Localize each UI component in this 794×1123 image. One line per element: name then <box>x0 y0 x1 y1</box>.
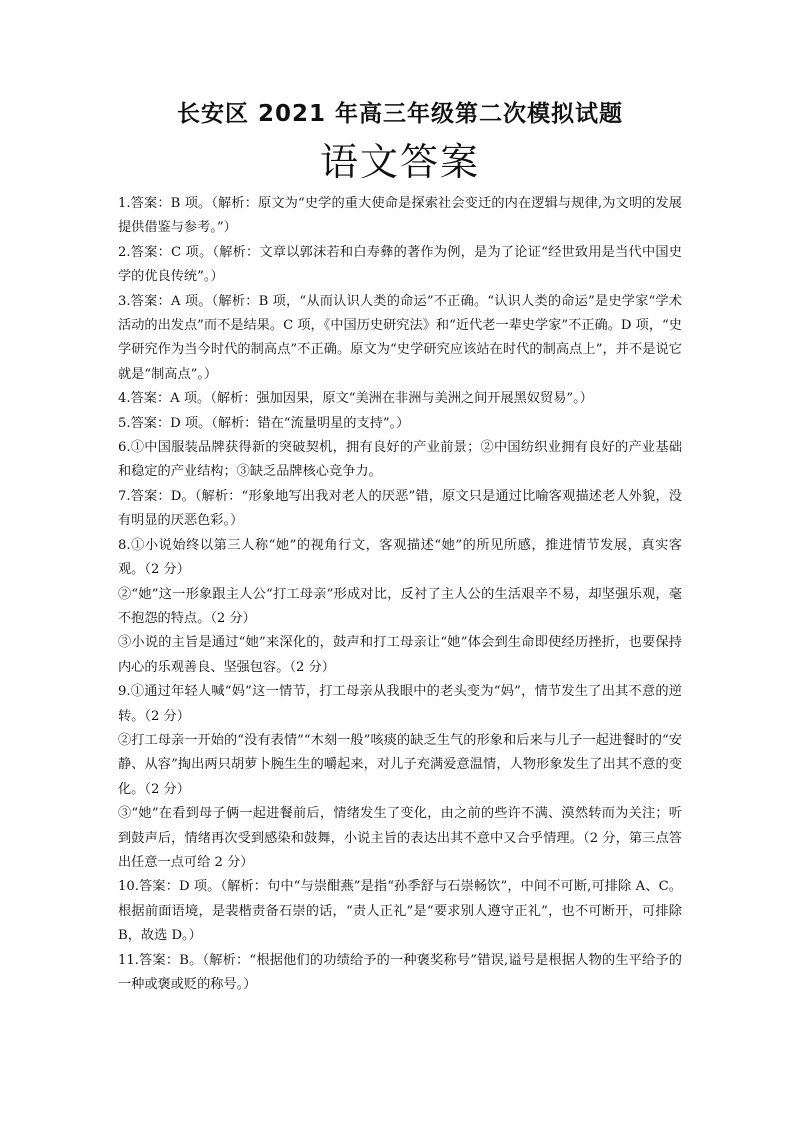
page-title: 长安区 2021 年高三年级第二次模拟试题 <box>176 101 624 127</box>
answer-list <box>118 192 682 997</box>
answer-3: 3.答案：A 项。（解析：B 项，“从而认识人类的命运”不正确。“认识人类的命运”是史学家“学术活动的出发点”而不是结果。C 项，《中国历史研究法》和“近代老一辈史学家”不正确。D 项，“史学研究作为当今时代的制高点”不正确。原文为“史学研究应该站在时代的制高点上”，并不是说它就是“制高点”。） <box>118 293 682 382</box>
answer-1: 1.答案：B 项。（解析：原文为“史学的重大使命是探索社会变迁的内在逻辑与规律,为文明的发展提供借鉴与参考。”） <box>118 196 682 236</box>
answer-7: 7.答案：D。（解析：“形象地写出我对老人的厌恶”错，原文只是通过比喻客观描述老人外貌，没有明显的厌恶色彩。） <box>118 488 682 529</box>
answer-8-point-2: ②“她”这一形象跟主人公“打工母亲”形成对比，反衬了主人公的生活艰辛不易，却坚强乐观，毫不抱怨的特点。（2 分） <box>118 586 682 626</box>
answer-6: 6.①中国服装品牌获得新的突破契机，拥有良好的产业前景；②中国纺织业拥有良好的产业基础和稳定的产业结构；③缺乏品牌核心竞争力。 <box>118 440 682 480</box>
answer-5: 5.答案：D 项。（解析：错在“流量明星的支持”。） <box>118 415 410 431</box>
answer-9-point-1: 9.①通过年轻人喊“妈”这一情节，打工母亲从我眼中的老头变为“妈”，情节发生了出其不意的逆转。（2 分） <box>118 684 682 724</box>
answer-9-point-3: ③“她”在看到母子俩一起进餐前后，情绪发生了变化，由之前的些许不满、漠然转而为关注；听到鼓声后，情绪再次受到感染和鼓舞，小说主旨的表达出其不意中又合乎情理。（2 分，第三点答出任意一点可给 2 分） <box>118 806 682 870</box>
answer-9-point-2: ②打工母亲一开始的“没有表情”“木刻一般”咳痰的缺乏生气的形象和后来与儿子一起进餐时的“安静、从容”掏出两只胡萝卜腕生生的嚼起来，对儿子充满爱意温情，人物形象发生了出其不意的变化。（2 分） <box>118 732 682 797</box>
answer-2: 2.答案：C 项。（解析：文章以郭沫若和白寿彝的著作为例，是为了论证“经世致用是当代中国史学的优良传统”。） <box>118 244 682 285</box>
answer-4: 4.答案：A 项。（解析：强加因果，原文“美洲在非洲与美洲之间开展黑奴贸易”。） <box>118 391 593 407</box>
answer-10: 10.答案：D 项。（解析：句中“与崇酣燕”是指“孙季舒与石崇畅饮”，中间不可断,可排除 A、C。根据前面语境，是裴楷责备石崇的话，“责人正礼”是“要求别人遵守正礼”，也不可断开，可排除 B，故选 D。） <box>118 879 682 944</box>
page-subtitle: 语文答案 <box>319 140 480 184</box>
answer-11: 11.答案：B。（解析：“根据他们的功绩给予的一种褒奖称号”错误,谥号是根据人物的生平给予的一种或褒或贬的称号。） <box>118 952 682 992</box>
answer-8-point-1: 8.①小说始终以第三人称“她”的视角行文，客观描述“她”的所见所感，推进情节发展，真实客观。（2 分） <box>118 537 682 578</box>
answer-8-point-3: ③小说的主旨是通过“她”来深化的，鼓声和打工母亲让“她”体会到生命即使经历挫折，也要保持内心的乐观善良、坚强包容。（2 分） <box>118 635 682 675</box>
